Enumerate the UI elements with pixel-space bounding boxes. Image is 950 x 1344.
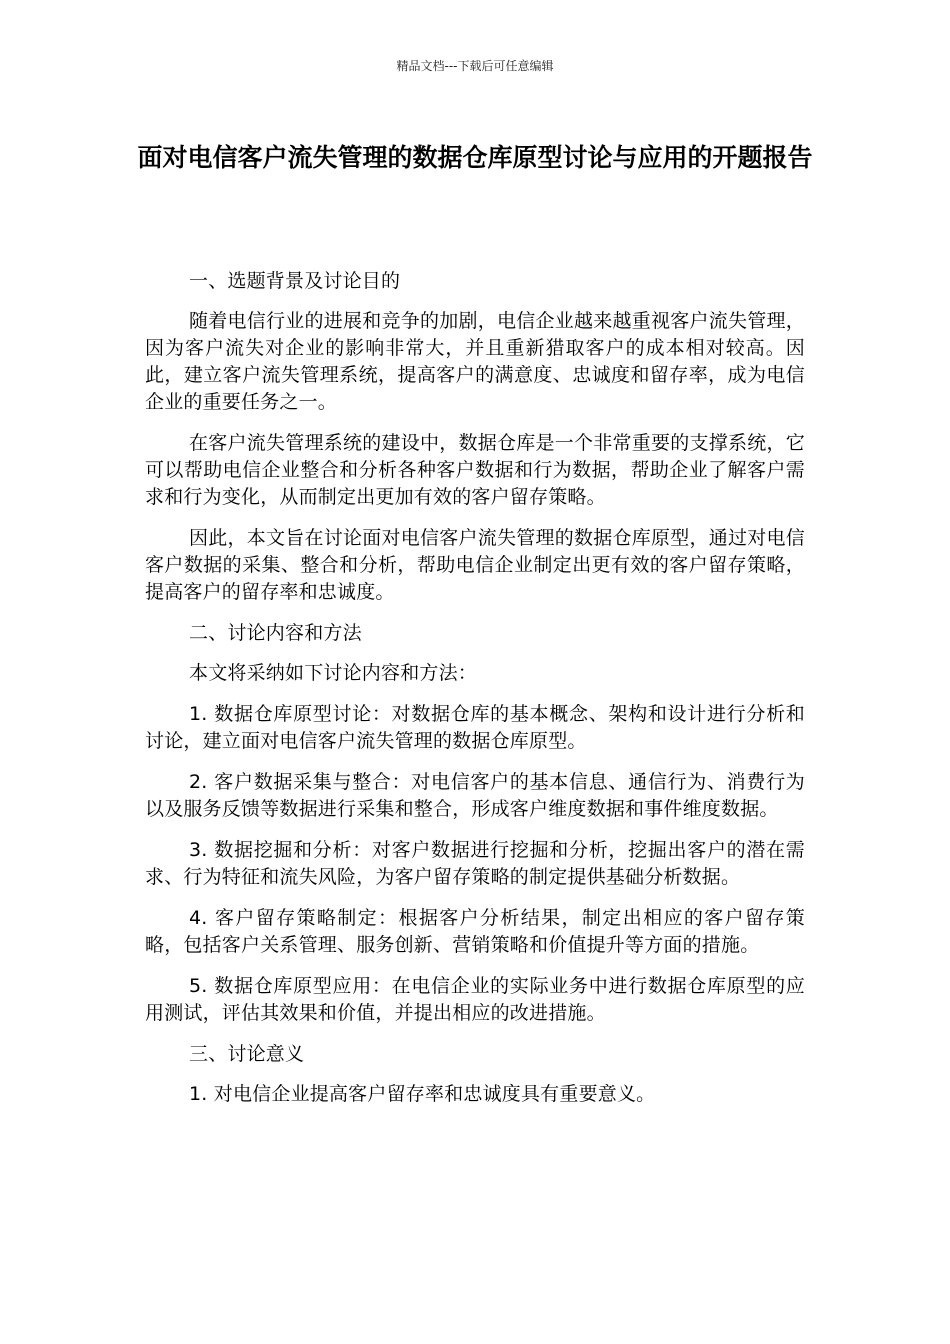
- section-heading-significance: 三、讨论意义: [189, 1043, 305, 1065]
- header-note: 精品文档---下载后可任意编辑: [396, 59, 554, 73]
- list-item: 3. 数据挖掘和分析：对客户数据进行挖掘和分析，挖掘出客户的潜在需求、行为特征和流失风险，为客户留存策略的制定提供基础分析数据。: [145, 839, 805, 888]
- paragraph: 在客户流失管理系统的建设中，数据仓库是一个非常重要的支撑系统，它可以帮助电信企业整合和分析各种客户数据和行为数据，帮助企业了解客户需求和行为变化，从而制定出更加有效的客户留存策略。: [145, 432, 805, 508]
- section-heading-content-methods: 二、讨论内容和方法: [189, 622, 362, 644]
- paragraph: 因此，本文旨在讨论面对电信客户流失管理的数据仓库原型，通过对电信客户数据的采集、整合和分析，帮助电信企业制定出更有效的客户留存策略，提高客户的留存率和忠诚度。: [145, 527, 805, 603]
- document-title: 面对电信客户流失管理的数据仓库原型讨论与应用的开题报告: [137, 143, 813, 172]
- list-item: 1. 对电信企业提高客户留存率和忠诚度具有重要意义。: [189, 1083, 656, 1105]
- list-item: 5. 数据仓库原型应用：在电信企业的实际业务中进行数据仓库原型的应用测试，评估其效果和价值，并提出相应的改进措施。: [145, 975, 805, 1024]
- list-item: 4. 客户留存策略制定：根据客户分析结果，制定出相应的客户留存策略，包括客户关系管理、服务创新、营销策略和价值提升等方面的措施。: [145, 907, 805, 956]
- document-body: [145, 268, 805, 1122]
- list-item: 1. 数据仓库原型讨论：对数据仓库的基本概念、架构和设计进行分析和讨论，建立面对电信客户流失管理的数据仓库原型。: [145, 703, 805, 752]
- paragraph: 随着电信行业的进展和竞争的加剧，电信企业越来越重视客户流失管理，因为客户流失对企业的影响非常大，并且重新猎取客户的成本相对较高。因此，建立客户流失管理系统，提高客户的满意度、忠诚度和留存率，成为电信企业的重要任务之一。: [145, 310, 805, 413]
- paragraph: 本文将采纳如下讨论内容和方法：: [189, 662, 478, 684]
- list-item: 2. 客户数据采集与整合：对电信客户的基本信息、通信行为、消费行为以及服务反馈等数据进行采集和整合，形成客户维度数据和事件维度数据。: [145, 771, 805, 820]
- section-heading-background: 一、选题背景及讨论目的: [189, 270, 401, 292]
